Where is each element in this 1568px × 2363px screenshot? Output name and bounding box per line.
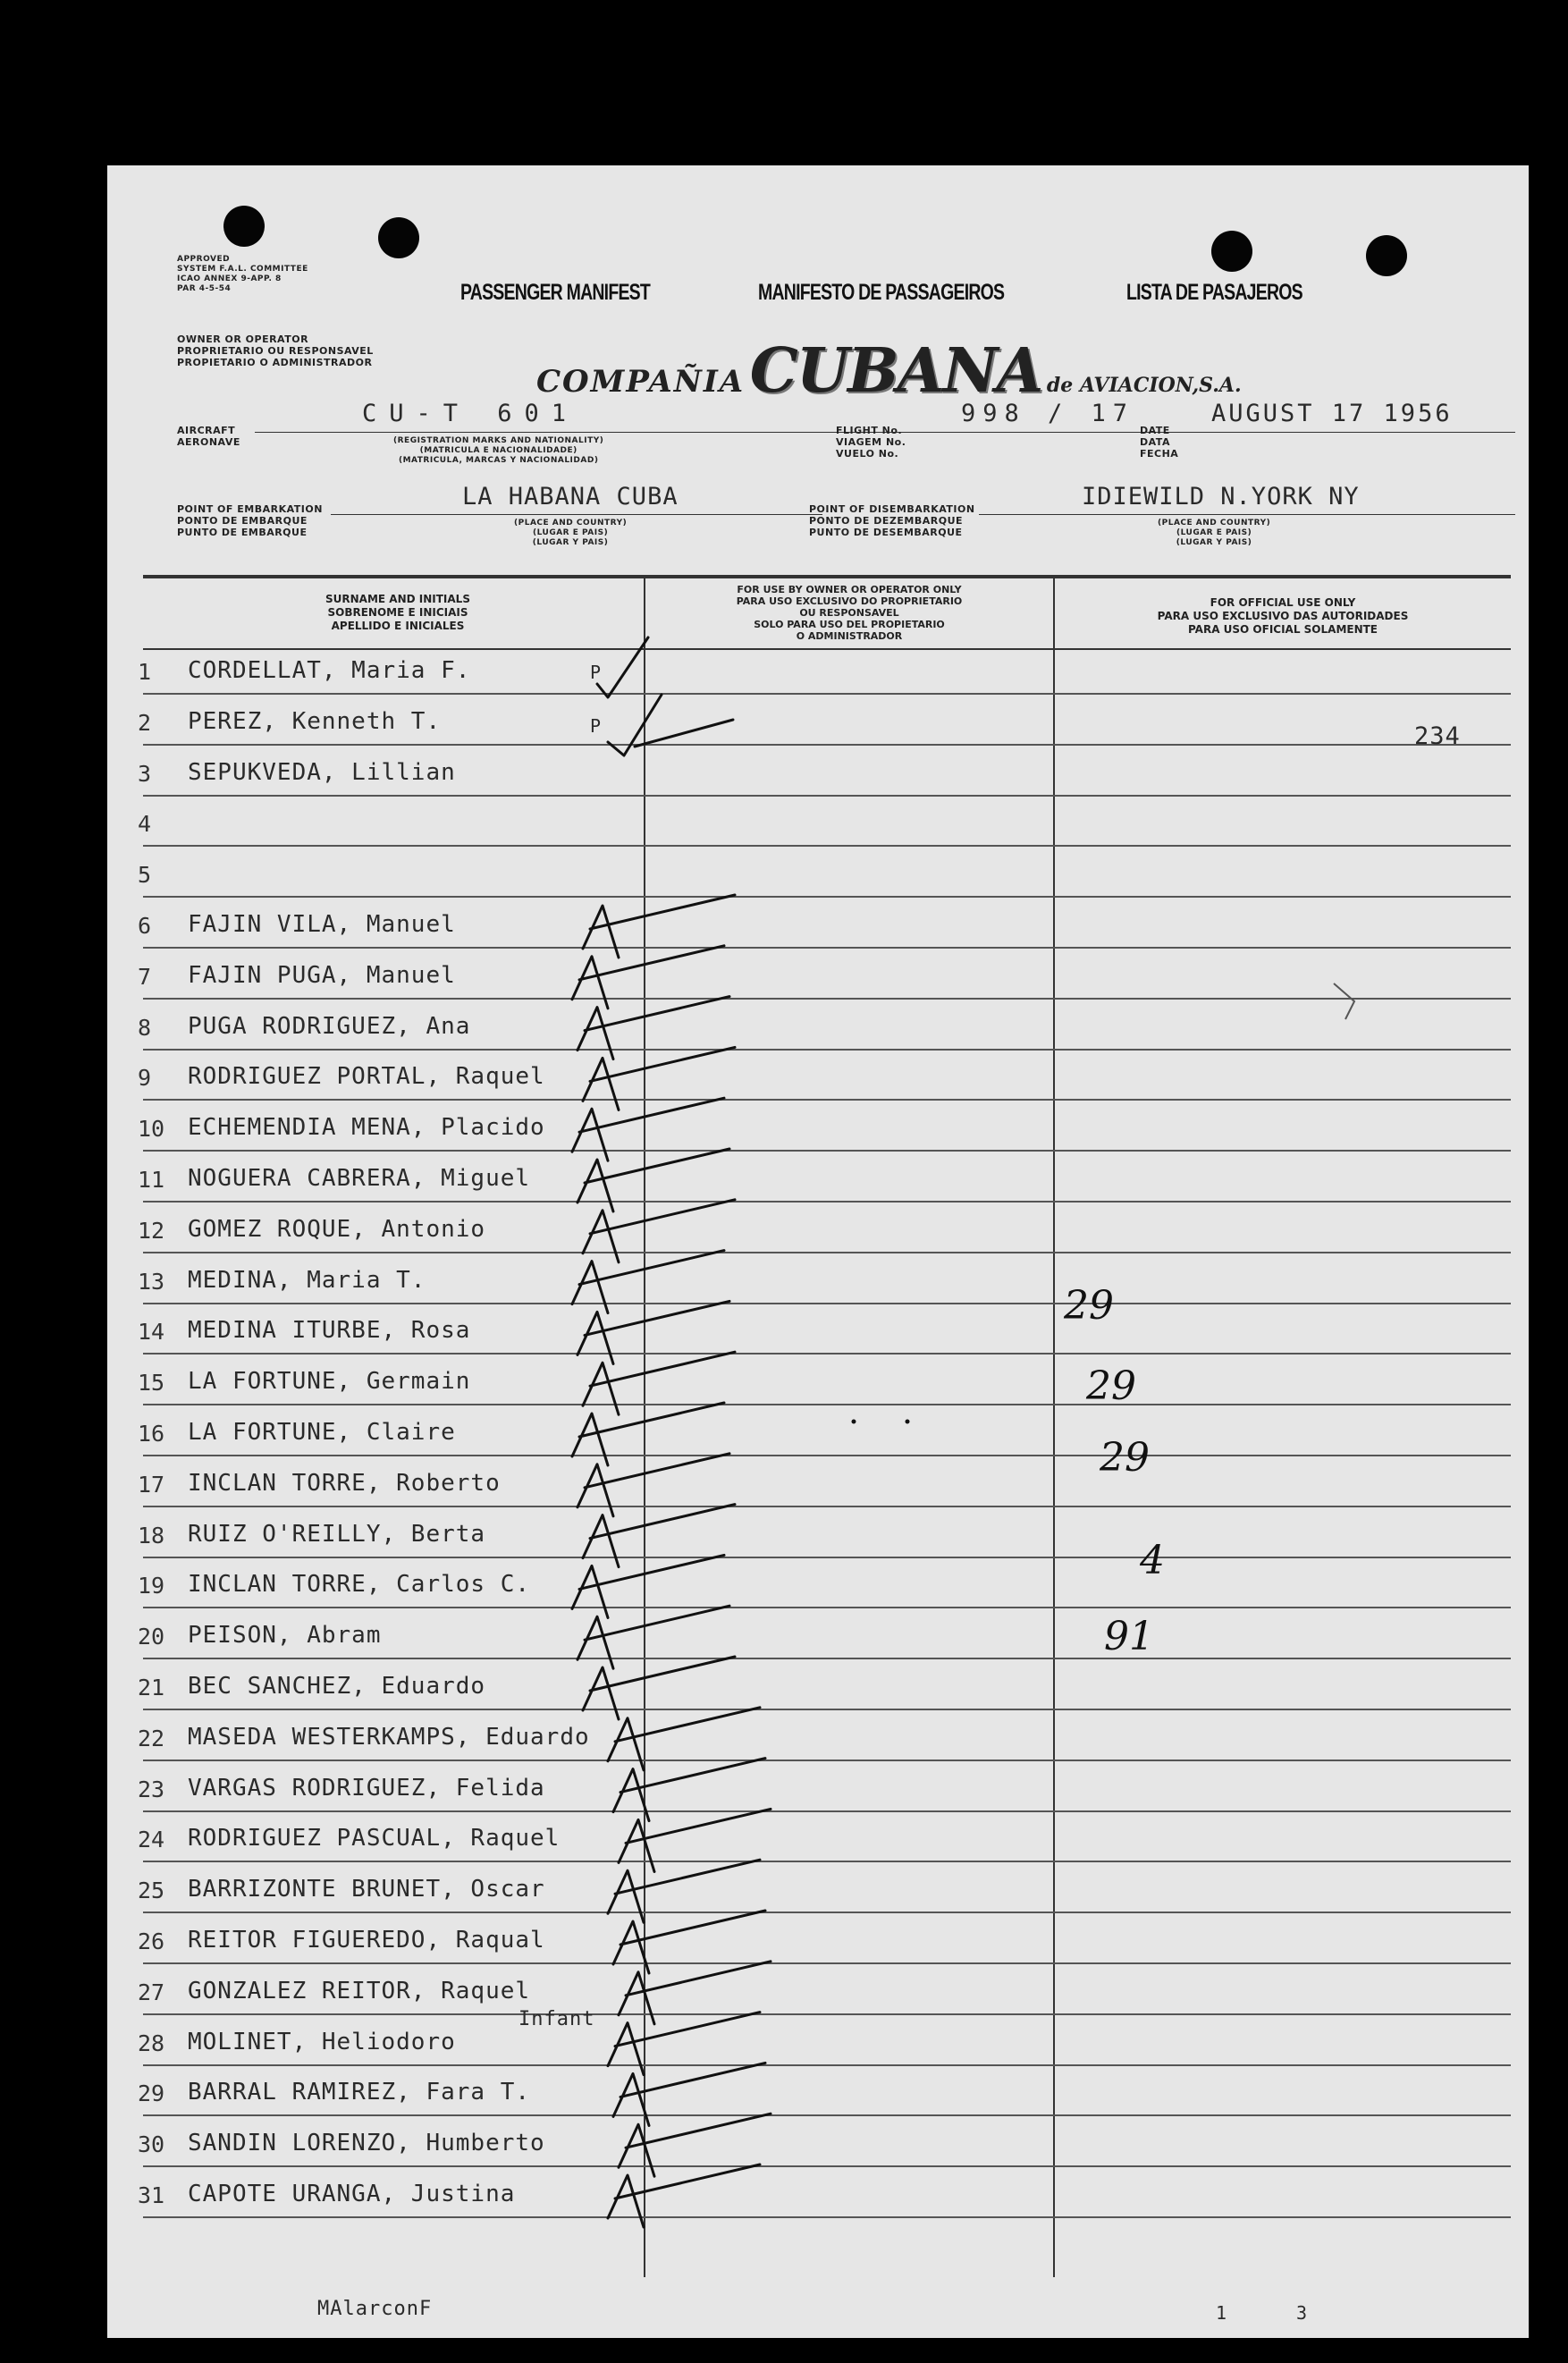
- disembark-label: POINT OF DISEMBARKATION PONTO DE DEZEMBARQUE PUNTO DE DESEMBARQUE: [809, 503, 975, 538]
- row-number: 28: [138, 2030, 165, 2056]
- aircraft-label: AIRCRAFT AERONAVE: [177, 425, 240, 448]
- tick-mark: [613, 1911, 765, 1973]
- row-number: 14: [138, 1319, 165, 1345]
- col-header-operator: FOR USE BY OWNER OR OPERATOR ONLY PARA USO EXCLUSIVO DO PROPRIETARIO OU RESPONSAVEL SOLO PARA USO DEL PROPIETARIO O ADMINISTRADOR: [736, 584, 963, 642]
- page-total: 3: [1296, 2302, 1309, 2324]
- passenger-name: PEISON, Abram: [188, 1622, 382, 1649]
- passenger-name: MEDINA ITURBE, Rosa: [188, 1317, 471, 1344]
- handwritten-age: 4: [1140, 1538, 1165, 1583]
- passenger-name: CORDELLAT, Maria F.: [188, 657, 471, 684]
- passenger-name: LA FORTUNE, Germain: [188, 1368, 471, 1395]
- passenger-name: INCLAN TORRE, Roberto: [188, 1470, 501, 1497]
- row-number: 17: [138, 1472, 165, 1498]
- passenger-name: LA FORTUNE, Claire: [188, 1419, 456, 1446]
- passenger-name: PEREZ, Kenneth T.: [188, 708, 442, 735]
- row-number: 1: [138, 659, 152, 685]
- annotation-infant: Infant: [518, 2008, 595, 2030]
- row-number: 10: [138, 1116, 165, 1142]
- handwritten-age: 29: [1100, 1435, 1150, 1481]
- embark-value: LA HABANA CUBA: [462, 483, 679, 511]
- row-number: 5: [138, 862, 152, 888]
- tick-mark: [572, 1251, 724, 1313]
- row-number: 22: [138, 1726, 165, 1751]
- row-number: 6: [138, 913, 152, 939]
- row-number: 31: [138, 2182, 165, 2208]
- row-number: 23: [138, 1776, 165, 1802]
- handwritten-age: 29: [1086, 1363, 1136, 1409]
- passenger-name: FAJIN VILA, Manuel: [188, 911, 456, 938]
- tick-mark: [577, 1149, 729, 1211]
- passenger-name: MEDINA, Maria T.: [188, 1267, 426, 1294]
- passenger-name: NOGUERA CABRERA, Miguel: [188, 1165, 531, 1192]
- page-number: 1: [1216, 2302, 1228, 2324]
- flight-label: FLIGHT No. VIAGEM No. VUELO No.: [836, 425, 906, 460]
- passenger-name: RUIZ O'REILLY, Berta: [188, 1521, 486, 1548]
- passenger-name: CAPOTE URANGA, Justina: [188, 2181, 516, 2207]
- tick-mark: [613, 2063, 765, 2125]
- passenger-name: RODRIGUEZ PORTAL, Raquel: [188, 1063, 545, 1090]
- col-header-names: SURNAME AND INITIALS SOBRENOME E INICIAIS APELLIDO E INICIALES: [325, 593, 470, 632]
- passenger-name: PUGA RODRIGUEZ, Ana: [188, 1013, 471, 1040]
- disembark-value: IDIEWILD N.YORK NY: [1082, 483, 1360, 511]
- flight-value: 998 / 17: [961, 400, 1135, 427]
- row-number: 16: [138, 1421, 165, 1447]
- owner-label: OWNER OR OPERATOR PROPRIETARIO OU RESPONSAVEL PROPIETARIO O ADMINISTRADOR: [177, 333, 374, 368]
- tick-mark: [572, 946, 724, 1008]
- row-number: 11: [138, 1167, 165, 1193]
- col-header-official: FOR OFFICIAL USE ONLY PARA USO EXCLUSIVO DAS AUTORIDADES PARA USO OFICIAL SOLAMENTE: [1157, 596, 1409, 636]
- row-number: 4: [138, 811, 152, 837]
- row-number: 12: [138, 1218, 165, 1244]
- company-main: CUBANA: [749, 335, 1042, 407]
- tick-mark: [608, 2165, 760, 2227]
- tick-mark: [608, 2013, 760, 2075]
- company-prefix: COMPAÑIA: [536, 364, 746, 400]
- row-number: 8: [138, 1015, 152, 1041]
- row-number: 15: [138, 1370, 165, 1396]
- title-en: PASSENGER MANIFEST: [460, 280, 651, 305]
- tick-mark: [577, 1301, 729, 1363]
- company-suffix: de AVIACION,S.A.: [1046, 374, 1242, 397]
- tick-mark: [608, 1708, 760, 1770]
- passenger-name: VARGAS RODRIGUEZ, Felida: [188, 1775, 545, 1802]
- passenger-name: BEC SANCHEZ, Eduardo: [188, 1673, 486, 1700]
- title-pt: MANIFESTO DE PASSAGEIROS: [758, 280, 1005, 305]
- row-number: 18: [138, 1523, 165, 1549]
- aircraft-value: CU-T 601: [362, 400, 579, 427]
- title-es: LISTA DE PASAJEROS: [1126, 280, 1302, 305]
- tick-mark: [572, 1403, 724, 1465]
- tick-mark: [613, 1759, 765, 1821]
- row-number: 3: [138, 761, 152, 787]
- row-number: 13: [138, 1269, 165, 1295]
- annotation-p: P: [590, 715, 603, 737]
- passenger-name: GONZALEZ REITOR, Raquel: [188, 1978, 531, 2004]
- passenger-name: REITOR FIGUEREDO, Raqual: [188, 1927, 545, 1954]
- aircraft-sub: (REGISTRATION MARKS AND NATIONALITY) (MATRICULA E NACIONALIDADE) (MATRICULA, MARCAS Y NACIONALIDAD): [393, 436, 604, 465]
- tick-mark: [577, 997, 729, 1059]
- signature: MAlarconF: [317, 2298, 433, 2320]
- row-number: 9: [138, 1065, 152, 1091]
- row-number: 21: [138, 1675, 165, 1701]
- passenger-name: GOMEZ ROQUE, Antonio: [188, 1216, 486, 1243]
- tick-mark: [608, 1860, 760, 1922]
- passenger-name: INCLAN TORRE, Carlos C.: [188, 1571, 531, 1598]
- tick-mark: [583, 1657, 735, 1719]
- row-number: 2: [138, 710, 152, 736]
- passenger-name: BARRAL RAMIREZ, Fara T.: [188, 2079, 531, 2106]
- passenger-name: FAJIN PUGA, Manuel: [188, 962, 456, 989]
- row-number: 20: [138, 1624, 165, 1650]
- passenger-name: MASEDA WESTERKAMPS, Eduardo: [188, 1724, 590, 1751]
- approval-note: APPROVED SYSTEM F.A.L. COMMITTEE ICAO ANNEX 9-APP. 8 PAR 4-5-54: [177, 255, 308, 293]
- handwritten-age: 29: [1064, 1283, 1114, 1329]
- handwritten-age: 91: [1104, 1614, 1154, 1659]
- disembark-sub: (PLACE AND COUNTRY) (LUGAR E PAIS) (LUGAR Y PAIS): [1158, 519, 1271, 547]
- tick-mark: [577, 1454, 729, 1516]
- row-number: 29: [138, 2080, 165, 2106]
- passenger-name: SANDIN LORENZO, Humberto: [188, 2130, 545, 2156]
- row-number: 7: [138, 964, 152, 990]
- row-number: 26: [138, 1928, 165, 1954]
- passenger-name: ECHEMENDIA MENA, Placido: [188, 1114, 545, 1141]
- tick-mark: [577, 1606, 729, 1668]
- row-number: 19: [138, 1573, 165, 1599]
- passenger-name: BARRIZONTE BRUNET, Oscar: [188, 1876, 545, 1903]
- row-number: 27: [138, 1979, 165, 2005]
- date-label: DATE DATA FECHA: [1140, 425, 1179, 460]
- tick-mark: [572, 1555, 724, 1617]
- date-value: AUGUST 17 1956: [1211, 400, 1453, 427]
- row-number: 24: [138, 1827, 165, 1852]
- passenger-name: RODRIGUEZ PASCUAL, Raquel: [188, 1825, 561, 1852]
- embark-sub: (PLACE AND COUNTRY) (LUGAR E PAIS) (LUGAR Y PAIS): [514, 519, 628, 547]
- manifest-sheet: [107, 165, 1529, 2338]
- tick-mark: [572, 1098, 724, 1160]
- passenger-name: MOLINET, Heliodoro: [188, 2029, 456, 2055]
- handwritten-marks: [107, 165, 1529, 2338]
- row-number: 30: [138, 2131, 165, 2157]
- passenger-name: SEPUKVEDA, Lillian: [188, 759, 456, 786]
- embark-label: POINT OF EMBARKATION PONTO DE EMBARQUE PUNTO DE EMBARQUE: [177, 503, 323, 538]
- official-number: 234: [1414, 722, 1461, 750]
- annotation-p: P: [590, 662, 603, 683]
- row-number: 25: [138, 1878, 165, 1903]
